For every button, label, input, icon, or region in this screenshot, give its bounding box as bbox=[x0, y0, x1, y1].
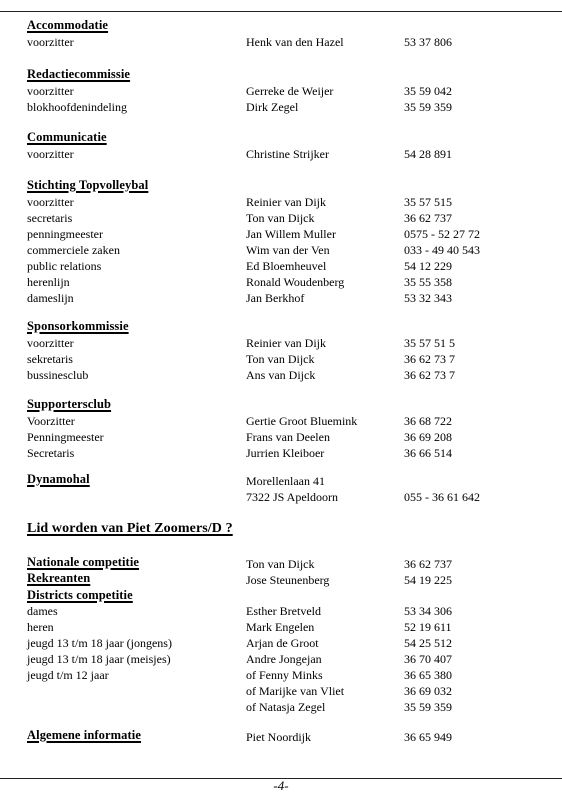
role-label: bussinesclub bbox=[27, 368, 89, 382]
page-number: -4- bbox=[273, 778, 289, 793]
phone-number: 54 12 229 bbox=[404, 259, 452, 273]
contact-name: of Natasja Zegel bbox=[246, 700, 326, 714]
contact-name: Reinier van Dijk bbox=[246, 336, 326, 350]
rekreanten-row bbox=[0, 573, 562, 589]
role-label: commerciele zaken bbox=[27, 243, 120, 257]
phone-number: 36 62 73 7 bbox=[404, 352, 455, 366]
contact-name: Andre Jongejan bbox=[246, 652, 322, 666]
phone-number: 35 59 042 bbox=[404, 84, 452, 98]
role-label: voorzitter bbox=[27, 147, 74, 161]
phone-number: 54 25 512 bbox=[404, 636, 452, 650]
role-label: sekretaris bbox=[27, 352, 73, 366]
section-heading-sponsorkommissie: Sponsorkommissie bbox=[27, 319, 129, 333]
algemene-row bbox=[0, 730, 562, 746]
role-label: Penningmeester bbox=[27, 430, 104, 444]
section-heading-accommodatie: Accommodatie bbox=[27, 18, 109, 32]
contact-row bbox=[0, 684, 562, 700]
phone-number: 53 32 343 bbox=[404, 291, 452, 305]
contact-row bbox=[0, 291, 562, 307]
contact-row bbox=[0, 195, 562, 211]
phone-number: 35 57 51 5 bbox=[404, 336, 455, 350]
phone-number: 033 - 49 40 543 bbox=[404, 243, 480, 257]
role-label: public relations bbox=[27, 259, 102, 273]
dynamohal-heading: Dynamohal bbox=[27, 472, 90, 486]
contact-name: Gerreke de Weijer bbox=[246, 84, 334, 98]
phone-number: 36 68 722 bbox=[404, 414, 452, 428]
phone-number: 35 57 515 bbox=[404, 195, 452, 209]
phone-number: 36 70 407 bbox=[404, 652, 452, 666]
contact-row bbox=[0, 620, 562, 636]
dynamohal-address-line2-row bbox=[0, 490, 562, 506]
phone-number: 54 28 891 bbox=[404, 147, 452, 161]
role-label: jeugd 13 t/m 18 jaar (meisjes) bbox=[27, 652, 171, 666]
lid-worden-heading: Lid worden van Piet Zoomers/D ? bbox=[27, 521, 233, 536]
contact-name: Ronald Woudenberg bbox=[246, 275, 345, 289]
address-line1: Morellenlaan 41 bbox=[246, 474, 325, 488]
algemene-phone: 36 65 949 bbox=[404, 730, 452, 744]
nationale-phone: 36 62 737 bbox=[404, 557, 452, 571]
contact-name: Dirk Zegel bbox=[246, 100, 299, 114]
algemene-heading: Algemene informatie bbox=[27, 728, 142, 742]
role-label: voorzitter bbox=[27, 336, 74, 350]
contact-row bbox=[0, 668, 562, 684]
contact-name: Reinier van Dijk bbox=[246, 195, 326, 209]
contact-name: Mark Engelen bbox=[246, 620, 315, 634]
rekreanten-name: Jose Steunenberg bbox=[246, 573, 330, 587]
contact-row bbox=[0, 636, 562, 652]
role-label: voorzitter bbox=[27, 84, 74, 98]
phone-number: 36 69 032 bbox=[404, 684, 452, 698]
address-line2: 7322 JS Apeldoorn bbox=[246, 490, 339, 504]
contact-row bbox=[0, 430, 562, 446]
role-label: herenlijn bbox=[27, 275, 70, 289]
role-label: jeugd t/m 12 jaar bbox=[27, 668, 109, 682]
dynamohal-address-line1-row bbox=[0, 474, 562, 490]
contact-name: Jan Willem Muller bbox=[246, 227, 336, 241]
phone-number: 36 62 73 7 bbox=[404, 368, 455, 382]
contact-name: Henk van den Hazel bbox=[246, 35, 344, 49]
role-label: secretaris bbox=[27, 211, 73, 225]
role-label: blokhoofdenindeling bbox=[27, 100, 127, 114]
phone-number: 36 62 737 bbox=[404, 211, 452, 225]
districts-heading: Districts competitie bbox=[27, 588, 133, 602]
contact-row bbox=[0, 211, 562, 227]
contact-name: Gertie Groot Bluemink bbox=[246, 414, 358, 428]
contact-row bbox=[0, 414, 562, 430]
contact-row bbox=[0, 336, 562, 352]
contact-name: Jurrien Kleiboer bbox=[246, 446, 325, 460]
contact-row bbox=[0, 84, 562, 100]
phone-number: 35 55 358 bbox=[404, 275, 452, 289]
section-heading-communicatie: Communicatie bbox=[27, 130, 107, 144]
contact-name: Ton van Dijck bbox=[246, 352, 315, 366]
contact-name: of Fenny Minks bbox=[246, 668, 323, 682]
role-label: heren bbox=[27, 620, 54, 634]
contact-row bbox=[0, 700, 562, 716]
phone-number: 0575 - 52 27 72 bbox=[404, 227, 480, 241]
section-heading-supportersclub: Supportersclub bbox=[27, 397, 112, 411]
contact-row bbox=[0, 446, 562, 462]
section-heading-redactiecommissie: Redactiecommissie bbox=[27, 67, 131, 81]
contact-row bbox=[0, 227, 562, 243]
contact-name: Esther Bretveld bbox=[246, 604, 321, 618]
contact-row bbox=[0, 652, 562, 668]
contact-row bbox=[0, 352, 562, 368]
contact-name: of Marijke van Vliet bbox=[246, 684, 345, 698]
phone-number: 36 69 208 bbox=[404, 430, 452, 444]
contact-name: Jan Berkhof bbox=[246, 291, 305, 305]
contact-name: Christine Strijker bbox=[246, 147, 329, 161]
role-label: voorzitter bbox=[27, 195, 74, 209]
contact-name: Arjan de Groot bbox=[246, 636, 319, 650]
contact-row bbox=[0, 147, 562, 163]
contact-name: Frans van Deelen bbox=[246, 430, 330, 444]
phone-number: 53 37 806 bbox=[404, 35, 452, 49]
phone-number: 36 66 514 bbox=[404, 446, 452, 460]
role-label: penningmeester bbox=[27, 227, 103, 241]
role-label: Secretaris bbox=[27, 446, 75, 460]
contact-row bbox=[0, 100, 562, 116]
contact-row bbox=[0, 275, 562, 291]
contact-row bbox=[0, 35, 562, 51]
phone-number: 53 34 306 bbox=[404, 604, 452, 618]
phone-number: 35 59 359 bbox=[404, 700, 452, 714]
role-label: Voorzitter bbox=[27, 414, 75, 428]
contact-row bbox=[0, 368, 562, 384]
contact-name: Wim van der Ven bbox=[246, 243, 330, 257]
nationale-heading: Nationale competitie bbox=[27, 555, 140, 569]
nationale-name: Ton van Dijck bbox=[246, 557, 315, 571]
contact-row bbox=[0, 259, 562, 275]
dynamohal-phone: 055 - 36 61 642 bbox=[404, 490, 480, 504]
contact-name: Ton van Dijck bbox=[246, 211, 315, 225]
role-label: voorzitter bbox=[27, 35, 74, 49]
algemene-name: Piet Noordijk bbox=[246, 730, 311, 744]
contact-name: Ans van Dijck bbox=[246, 368, 316, 382]
rekreanten-phone: 54 19 225 bbox=[404, 573, 452, 587]
role-label: dameslijn bbox=[27, 291, 74, 305]
phone-number: 52 19 611 bbox=[404, 620, 452, 634]
phone-number: 36 65 380 bbox=[404, 668, 452, 682]
role-label: dames bbox=[27, 604, 58, 618]
contact-row bbox=[0, 243, 562, 259]
contact-name: Ed Bloemheuvel bbox=[246, 259, 327, 273]
role-label: jeugd 13 t/m 18 jaar (jongens) bbox=[27, 636, 172, 650]
contact-row bbox=[0, 604, 562, 620]
section-heading-stichting-topvolleybal: Stichting Topvolleybal bbox=[27, 178, 149, 192]
rekreanten-heading: Rekreanten bbox=[27, 571, 91, 585]
phone-number: 35 59 359 bbox=[404, 100, 452, 114]
